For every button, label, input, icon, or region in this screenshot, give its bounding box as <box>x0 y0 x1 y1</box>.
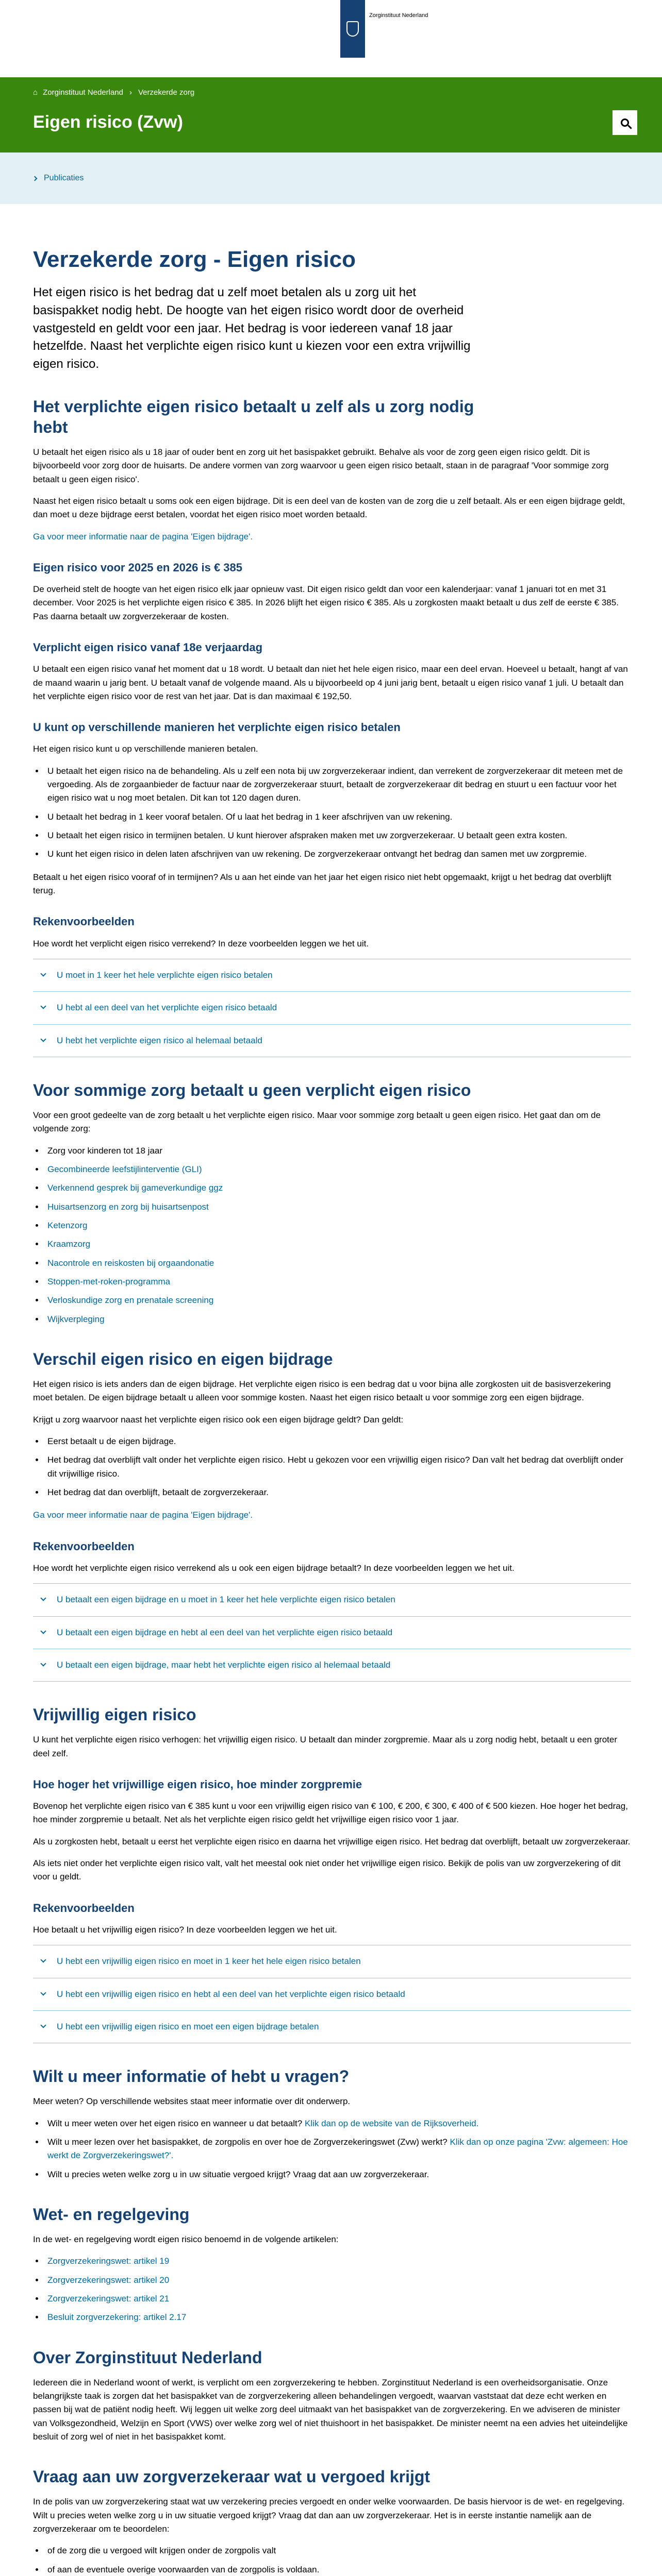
search-icon <box>621 118 629 127</box>
paragraph: Hoe wordt het verplichte eigen risico verrekend als u ook een eigen bijdrage betaalt? In deze voorbeelden leggen we het uit. <box>33 1563 515 1573</box>
subheading-premie: Hoe hoger het vrijwillige eigen risico, hoe minder zorgpremie <box>33 1777 362 1791</box>
list-item <box>44 2136 632 2163</box>
accordion-item[interactable] <box>33 1025 631 1057</box>
list-item <box>44 2292 632 2306</box>
list-item: • of de zorg die u vergoed wilt krijgen onder de zorgpolis valt <box>44 2544 632 2557</box>
list-item: • of aan de eventuele overige voorwaarden van de zorgpolis is voldaan. <box>44 2563 632 2576</box>
logo-link[interactable] <box>340 0 428 58</box>
care-link[interactable]: Gecombineerde leefstijlinterventie (GLI) <box>47 1164 202 1174</box>
care-link[interactable]: Verkennend gesprek bij gameverkundige ggz <box>47 1183 223 1193</box>
top-header <box>0 0 662 77</box>
site-banner <box>0 77 662 152</box>
accordion-label: U hebt al een deel van het verplichte eigen risico betaald <box>57 1003 277 1013</box>
accordion-item[interactable] <box>33 959 631 992</box>
accordion-label: U moet in 1 keer het hele verplichte eigen risico betalen <box>57 970 273 980</box>
list-item: • Het bedrag dat overblijft valt onder het verplichte eigen risico. Hebt u gekozen voor een vrijwillig eigen risico? Dan valt het bedrag dat overblijft onder dit vrijwillige risico. <box>44 1453 632 1481</box>
accordion-label: U betaalt een eigen bijdrage en u moet in 1 keer het hele verplichte eigen risico betalen <box>57 1595 395 1605</box>
paragraph: Als u zorgkosten hebt, betaalt u eerst het verplichte eigen risico en daarna het vrijwillige eigen risico. Het bedrag dat overblijft, betaalt uw zorgverzekeraar. <box>33 1836 631 1846</box>
chevron-down-icon <box>40 1660 46 1666</box>
paragraph: In de wet- en regelgeving wordt eigen risico benoemd in de volgende artikelen: <box>33 2234 339 2244</box>
list-item <box>44 1163 632 1176</box>
chevron-down-icon <box>40 2022 46 2028</box>
list-item <box>44 1219 632 1232</box>
care-link[interactable]: Stoppen-met-roken-programma <box>47 1277 171 1287</box>
breadcrumb-separator-icon: › <box>129 88 132 97</box>
chevron-down-icon <box>40 971 46 976</box>
accordion-label: U hebt een vrijwillig eigen risico en moet een eigen bijdrage betalen <box>57 2021 319 2031</box>
law-link[interactable]: Zorgverzekeringswet: artikel 21 <box>47 2294 170 2304</box>
paragraph: Krijgt u zorg waarvoor naast het verplichte eigen risico ook een eigen bijdrage geldt? Dan geldt: <box>33 1414 404 1425</box>
main-content <box>33 245 641 2576</box>
accordion-item[interactable] <box>33 992 631 1024</box>
list-item: • U betaalt het eigen risico na de behandeling. Als u zelf een nota bij uw zorgverzekeraar indient, dan verrekent de zorgverzekeraar dit meteen met de vergoeding. Als de zorgaanbieder de factuur naar de zorgverzekeraar stuurt, betaalt de zorgverzekeraar dit bedrag en stuurt u een factuur voor het eigen risico wat u nog moet betalen. Dit kan tot 120 dagen duren. <box>44 765 632 805</box>
accordion-item[interactable] <box>33 1945 631 1978</box>
paragraph: Hoe betaalt u het vrijwillig eigen risico? In deze voorbeelden leggen we het uit. <box>33 1924 337 1935</box>
home-icon[interactable]: ⌂ <box>33 88 38 97</box>
eigen-bijdrage-link[interactable]: Ga voor meer informatie naar de pagina 'Eigen bijdrage'. <box>33 531 253 541</box>
subheading-calc: Rekenvoorbeelden <box>33 1539 135 1553</box>
accordion-label: U hebt een vrijwillig eigen risico en hebt al een deel van het verplichte eigen risico betaald <box>57 1989 405 1999</box>
breadcrumb <box>0 77 662 98</box>
paragraph: Betaalt u het eigen risico vooraf of in termijnen? Als u aan het einde van het jaar het eigen risico niet hebt opgemaakt, krijgt u het bedrag dat overblijft terug. <box>33 872 611 896</box>
list-item-text: Wilt u meer weten over het eigen risico en wanneer u dat betaalt? <box>47 2118 305 2128</box>
paragraph: Hoe wordt het verplicht eigen risico verrekend? In deze voorbeelden leggen we het uit. <box>33 938 369 948</box>
more-info-list <box>44 2117 632 2181</box>
list-item <box>44 2255 632 2268</box>
chevron-down-icon <box>40 1596 46 1601</box>
paragraph: Bovenop het verplichte eigen risico van € 385 kunt u voor een vrijwillig eigen risico van € 100, € 200, € 300, € 400 of € 500 kiezen. Hoe hoger het bedrag, hoe minder zorgpremie u betaalt. Net als het verplichte eigen risico geldt het vrijwillige eigen risico voor 1 jaar. <box>33 1801 628 1825</box>
page-title: Verzekerde zorg - Eigen risico <box>33 247 356 272</box>
subnav-bar <box>0 152 662 204</box>
accordion-item[interactable] <box>33 1584 631 1616</box>
zvw-algemeen-link[interactable]: Klik dan op onze pagina 'Zvw: algemeen: Hoe werkt de Zorgverzekeringswet?'. <box>47 2137 628 2161</box>
law-link[interactable]: Zorgverzekeringswet: artikel 19 <box>47 2256 170 2266</box>
subheading-amount: Eigen risico voor 2025 en 2026 is € 385 <box>33 561 243 574</box>
list-item: • U kunt het eigen risico in delen laten afschrijven van uw rekening. De zorgverzekeraar ontvangt het bedrag dan samen met uw zorgpremie. <box>44 848 632 861</box>
care-link[interactable]: Wijkverpleging <box>47 1314 105 1324</box>
paragraph: Het eigen risico is iets anders dan de eigen bijdrage. Het verplichte eigen risico is een bedrag dat u voor bijna alle zorgkosten uit de basisverzekering moet betalen. De eigen bijdrage betaalt u alleen voor sommige kosten. Naast het eigen risico betaalt u voor sommige zorg een eigen bijdrage. <box>33 1379 611 1403</box>
accordion-label: U hebt het verplichte eigen risico al helemaal betaald <box>57 1035 262 1045</box>
list-item <box>44 1181 632 1195</box>
crest-icon <box>346 21 359 37</box>
paragraph: U kunt het verplichte eigen risico verhogen: het vrijwillig eigen risico. U betaalt dan minder zorgpremie. Maar als u zorg nodig hebt, betaalt u een groter deel zelf. <box>33 1735 617 1758</box>
payment-ways-list <box>44 765 632 861</box>
section-heading-geen-eigen-risico: Voor sommige zorg betaalt u geen verplicht eigen risico <box>33 1080 471 1099</box>
care-link[interactable]: Ketenzorg <box>47 1221 88 1231</box>
search-button[interactable] <box>613 110 637 135</box>
chevron-down-icon <box>40 1004 46 1009</box>
list-item: • Het bedrag dat dan overblijft, betaalt de zorgverzekeraar. <box>44 1486 632 1499</box>
care-link[interactable]: Huisartsenzorg en zorg bij huisartsenpost <box>47 1201 209 1212</box>
list-item <box>44 1238 632 1251</box>
publicaties-link[interactable] <box>33 172 84 185</box>
accordion-label: U betaalt een eigen bijdrage, maar hebt het verplichte eigen risico al helemaal betaald <box>57 1659 391 1670</box>
care-link[interactable]: Verloskundige zorg en prenatale screening <box>47 1295 214 1306</box>
list-item: • Eerst betaalt u de eigen bijdrage. <box>44 1435 632 1448</box>
page-intro: Het eigen risico is het bedrag dat u zelf moet betalen als u zorg uit het basispakket nodig hebt. De hoogte van het eigen risico wordt door de overheid vastgesteld en geldt voor een jaar. Het bedrag is voor iedereen vanaf 18 jaar hetzelfde. Naast het verplichte eigen risico kunt u kiezen voor een extra vrijwillig eigen risico. <box>33 285 471 371</box>
list-item <box>44 1313 632 1326</box>
section-heading-verplicht: Het verplichte eigen risico betaalt u zelf als u zorg nodig hebt <box>33 397 474 436</box>
paragraph: Voor een groot gedeelte van de zorg betaalt u het verplichte eigen risico. Maar voor sommige zorg betaalt u geen eigen risico. Het gaat dan om de volgende zorg: <box>33 1110 601 1134</box>
insurer-list <box>44 2544 632 2576</box>
section-heading-vrijwillig: Vrijwillig eigen risico <box>33 1705 196 1724</box>
list-item: • Zorg voor kinderen tot 18 jaar <box>44 1144 632 1158</box>
eigen-bijdrage-link[interactable]: Ga voor meer informatie naar de pagina 'Eigen bijdrage'. <box>33 1510 253 1520</box>
section-heading-meer-informatie: Wilt u meer informatie of hebt u vragen? <box>33 2067 350 2086</box>
chevron-down-icon <box>40 1036 46 1042</box>
paragraph: In de polis van uw zorgverzekering staat wat uw verzekering precies vergoedt en onder welke voorwaarden. De basis hiervoor is de wet- en regelgeving. Wilt u precies weten welke zorg u in uw situatie vergoed krijgt? Vraag dat dan aan uw zorgverzekeraar. Het is in eerste instantie namelijk aan de zorgverzekeraar om te beoordelen: <box>33 2497 625 2534</box>
subheading-payment-ways: U kunt op verschillende manieren het verplichte eigen risico betalen <box>33 721 401 734</box>
list-item-text: Wilt u precies weten welke zorg u in uw situatie vergoed krijgt? Vraag dat aan uw zorgverzekeraar. <box>47 2169 429 2179</box>
paragraph: Naast het eigen risico betaalt u soms ook een eigen bijdrage. Dit is een deel van de kosten van de zorg die u zelf betaalt. Als er een eigen bijdrage geldt, dan moet u deze bijdrage eerst betalen, voordat het eigen risico moet worden betaald. <box>33 496 625 520</box>
list-item <box>44 1294 632 1307</box>
chevron-down-icon <box>40 1628 46 1634</box>
subheading-calc: Rekenvoorbeelden <box>33 1901 135 1914</box>
chevron-right-icon <box>32 176 38 181</box>
paragraph: Als iets niet onder het verplichte eigen risico valt, valt het meestal ook niet onder het vrijwillige eigen risico. Bekijk de polis van uw zorgverzekering of dit voor u geldt. <box>33 1858 621 1882</box>
list-item: • U betaalt het bedrag in 1 keer vooraf betalen. Of u laat het bedrag in 1 keer afschrijven van uw rekening. <box>44 810 632 824</box>
accordion-label: U hebt een vrijwillig eigen risico en moet in 1 keer het hele eigen risico betalen <box>57 1956 361 1967</box>
accordion-verplicht <box>33 959 631 1057</box>
logo-emblem <box>340 0 365 58</box>
paragraph: Het eigen risico kunt u op verschillende manieren betalen. <box>33 744 258 754</box>
accordion-eigen-bijdrage <box>33 1583 631 1682</box>
exempt-care-list <box>44 1144 632 1326</box>
paragraph: De overheid stelt de hoogte van het eigen risico elk jaar opnieuw vast. Dit eigen risico geldt dan voor een kalenderjaar: vanaf 1 januari tot en met 31 december. Voor 2025 is het verplichte eigen risico € 385. In 2026 blijft het eigen risico € 385. Als u zorgkosten maakt betaalt u dus zelf de eerste € 385. Pas daarna betaalt uw zorgverzekeraar de kosten. <box>33 584 619 621</box>
list-item <box>44 2274 632 2287</box>
rijksoverheid-link[interactable]: Klik dan op de website van de Rijksoverheid. <box>304 2118 479 2128</box>
care-link[interactable]: Kraamzorg <box>47 1239 91 1249</box>
order-list <box>44 1435 632 1499</box>
accordion-item[interactable] <box>33 1649 631 1682</box>
accordion-item[interactable] <box>33 1617 631 1649</box>
law-list <box>44 2255 632 2324</box>
section-heading-verschil: Verschil eigen risico en eigen bijdrage <box>33 1350 333 1369</box>
publicaties-label: Publicaties <box>44 173 84 182</box>
chevron-down-icon <box>40 1957 46 1963</box>
accordion-item[interactable] <box>33 2011 631 2043</box>
section-heading-wetgeving: Wet- en regelgeving <box>33 2205 190 2224</box>
list-item <box>44 2311 632 2324</box>
accordion-label: U betaalt een eigen bijdrage en hebt al een deel van het verplichte eigen risico betaald <box>57 1627 393 1637</box>
chevron-down-icon <box>40 1990 46 1995</box>
list-item <box>44 2168 632 2181</box>
logo-name: Zorginstituut Nederland <box>369 12 428 19</box>
care-link[interactable]: Nacontrole en reiskosten bij orgaandonatie <box>47 1258 214 1268</box>
breadcrumb-item-home[interactable]: Zorginstituut Nederland <box>43 88 123 97</box>
section-heading-over: Over Zorginstituut Nederland <box>33 2348 262 2367</box>
list-item <box>44 1275 632 1289</box>
list-item <box>44 1257 632 1270</box>
law-link[interactable]: Zorgverzekeringswet: artikel 20 <box>47 2275 170 2285</box>
accordion-vrijwillig <box>33 1945 631 2043</box>
site-title: Eigen risico (Zvw) <box>33 112 183 132</box>
list-item <box>44 1200 632 1214</box>
section-heading-vraag: Vraag aan uw zorgverzekeraar wat u vergoed krijgt <box>33 2467 431 2486</box>
subheading-calc: Rekenvoorbeelden <box>33 915 135 928</box>
paragraph: Meer weten? Op verschillende websites staat meer informatie over dit onderwerp. <box>33 2096 351 2107</box>
breadcrumb-item-verzekerde-zorg[interactable]: Verzekerde zorg <box>138 88 195 97</box>
paragraph: U betaalt het eigen risico als u 18 jaar of ouder bent en zorg uit het basispakket gebruikt. Behalve als voor de zorg geen eigen risico geldt. Dit is bijvoorbeeld voor zorg door de huisarts. De andere vormen van zorg waarvoor u geen eigen risico betaalt, staan in de paragraaf 'Voor sommige zorg betaalt u geen eigen risico'. <box>33 447 609 484</box>
paragraph: U betaalt een eigen risico vanaf het moment dat u 18 wordt. U betaalt dan niet het hele eigen risico, maar een deel ervan. Hoeveel u betaalt, hangt af van de maand waarin u jarig bent. U betaalt vanaf de volgende maand. Als u bijvoorbeeld op 4 juni jarig bent, betaalt u eigen risico vanaf 1 juli. U betaalt dan het verplichte eigen risico voor de rest van het jaar. Dat is dan maximaal € 192,50. <box>33 664 628 701</box>
subheading-age: Verplicht eigen risico vanaf 18e verjaardag <box>33 641 263 654</box>
paragraph: Iedereen die in Nederland woont of werkt, is verplicht om een zorgverzekering te hebben. Zorginstituut Nederland is een overheidsorganisatie. Onze belangrijkste taak is zorgen dat het basispakket van de zorgverzekering alleen behandelingen vergoedt, waarvan vaststaat dat deze echt werken en passen bij wat de patiënt nodig heeft. Wij leggen uit welke zorg deel uitmaakt van het basispakket van de zorgverzekering. En we adviseren de minister van Volksgezondheid, Welzijn en Sport (VWS) over welke zorg wel of niet thuishoort in het basispakket. De minister neemt na een advies het uiteindelijke besluit of zorg wel of niet in het basispakket komt. <box>33 2377 628 2442</box>
accordion-item[interactable] <box>33 1978 631 2011</box>
law-link[interactable]: Besluit zorgverzekering: artikel 2.17 <box>47 2312 187 2323</box>
list-item-text: Wilt u meer lezen over het basispakket, de zorgpolis en over hoe de Zorgverzekeringswet (Zvw) werkt? <box>47 2137 450 2147</box>
list-item: • U betaalt het eigen risico in termijnen betalen. U kunt hierover afspraken maken met uw zorgverzekeraar. U betaalt geen extra kosten. <box>44 829 632 842</box>
list-item <box>44 2117 632 2130</box>
